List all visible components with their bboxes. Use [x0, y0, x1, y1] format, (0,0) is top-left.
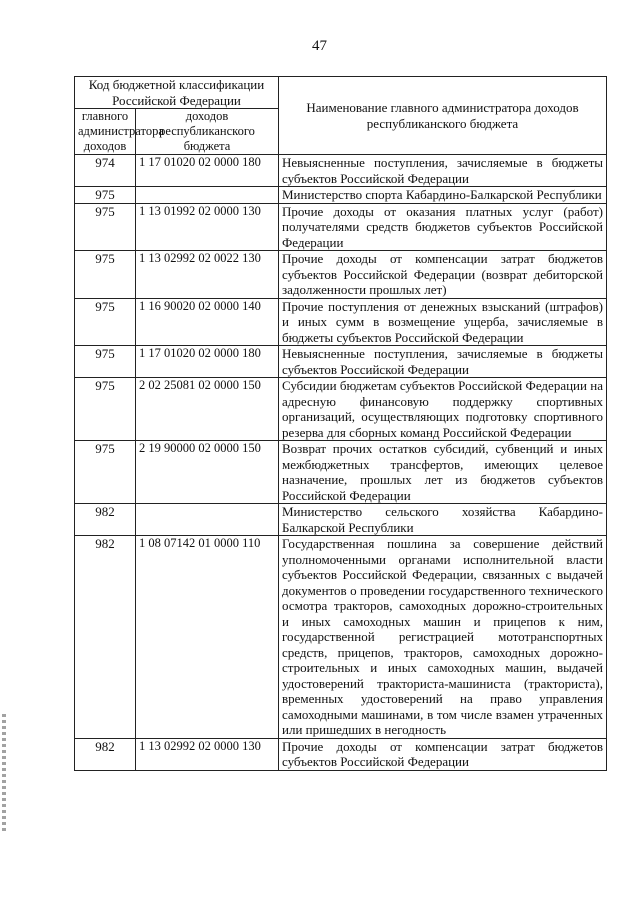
name-cell: Возврат прочих остатков субсидий, субвенций и иных межбюджетных трансфертов, имеющих целевое назначение, прошлых лет из бюджетов субъектов Российской Федерации	[279, 441, 607, 504]
budget-table	[74, 76, 607, 771]
admin-code-cell: 982	[75, 536, 136, 739]
table-row	[75, 155, 607, 187]
income-code-cell: 2 02 25081 02 0000 150	[136, 378, 279, 441]
admin-code-cell: 975	[75, 378, 136, 441]
admin-code-cell: 975	[75, 187, 136, 204]
income-code-cell: 1 08 07142 01 0000 110	[136, 536, 279, 739]
name-cell: Невыясненные поступления, зачисляемые в бюджеты субъектов Российской Федерации	[279, 155, 607, 187]
income-code-cell: 1 16 90020 02 0000 140	[136, 298, 279, 346]
income-column-header: доходов республиканского бюджета	[136, 109, 279, 155]
income-code-cell: 1 17 01020 02 0000 180	[136, 155, 279, 187]
name-cell: Невыясненные поступления, зачисляемые в бюджеты субъектов Российской Федерации	[279, 346, 607, 378]
income-code-cell: 1 13 02992 02 0022 130	[136, 251, 279, 299]
name-cell: Прочие доходы от компенсации затрат бюджетов субъектов Российской Федерации	[279, 738, 607, 770]
name-cell: Прочие поступления от денежных взысканий (штрафов) и иных сумм в возмещение ущерба, зачисляемые в бюджеты субъектов Российской Федерации	[279, 298, 607, 346]
admin-code-cell: 975	[75, 203, 136, 251]
income-code-cell: 1 13 01992 02 0000 130	[136, 203, 279, 251]
table-row	[75, 346, 607, 378]
admin-code-cell: 982	[75, 504, 136, 536]
income-code-cell: 2 19 90000 02 0000 150	[136, 441, 279, 504]
income-code-cell: 1 17 01020 02 0000 180	[136, 346, 279, 378]
income-code-cell: 1 13 02992 02 0000 130	[136, 738, 279, 770]
admin-code-cell: 975	[75, 346, 136, 378]
name-cell: Министерство сельского хозяйства Кабардино-Балкарской Республики	[279, 504, 607, 536]
table-row	[75, 536, 607, 739]
table-row	[75, 251, 607, 299]
table-row	[75, 298, 607, 346]
admin-code-cell: 975	[75, 298, 136, 346]
admin-column-header: главного администратора доходов	[75, 109, 136, 155]
admin-code-cell: 974	[75, 155, 136, 187]
table-row	[75, 203, 607, 251]
table-row	[75, 504, 607, 536]
admin-code-cell: 982	[75, 738, 136, 770]
name-column-header: Наименование главного администратора доходов республиканского бюджета	[279, 77, 607, 155]
table-row	[75, 441, 607, 504]
header-row-top	[75, 77, 607, 109]
name-cell: Прочие доходы от компенсации затрат бюджетов субъектов Российской Федерации (возврат дебиторской задолженности прошлых лет)	[279, 251, 607, 299]
classification-header: Код бюджетной классификации Российской Федерации	[75, 77, 279, 109]
margin-stamp	[2, 714, 6, 834]
name-cell: Субсидии бюджетам субъектов Российской Федерации на адресную финансовую поддержку спортивных организаций, осуществляющих подготовку спортивного резерва для сборных команд Российской Федерации	[279, 378, 607, 441]
table-row	[75, 738, 607, 770]
name-cell: Государственная пошлина за совершение действий уполномоченными органами исполнительной власти субъектов Российской Федерации, связанных с выдачей документов о проведении государственного технического осмотра тракторов, самоходных дорожно-строительных и иных самоходных машин и прицепов к ним, государственной регистрацией мототранспортных средств, прицепов, тракторов, самоходных дорожно-строительных и иных самоходных машин, выдачей удостоверений тракториста-машиниста (тракториста), временных удостоверений на право управления самоходными машинами, в том числе взамен утраченных или пришедших в негодность	[279, 536, 607, 739]
name-cell: Прочие доходы от оказания платных услуг (работ) получателями средств бюджетов субъектов Российской Федерации	[279, 203, 607, 251]
page-number: 47	[312, 38, 327, 54]
admin-code-cell: 975	[75, 441, 136, 504]
table-row	[75, 187, 607, 204]
income-code-cell	[136, 504, 279, 536]
income-code-cell	[136, 187, 279, 204]
name-cell: Министерство спорта Кабардино-Балкарской Республики	[279, 187, 607, 204]
table-row	[75, 378, 607, 441]
admin-code-cell: 975	[75, 251, 136, 299]
